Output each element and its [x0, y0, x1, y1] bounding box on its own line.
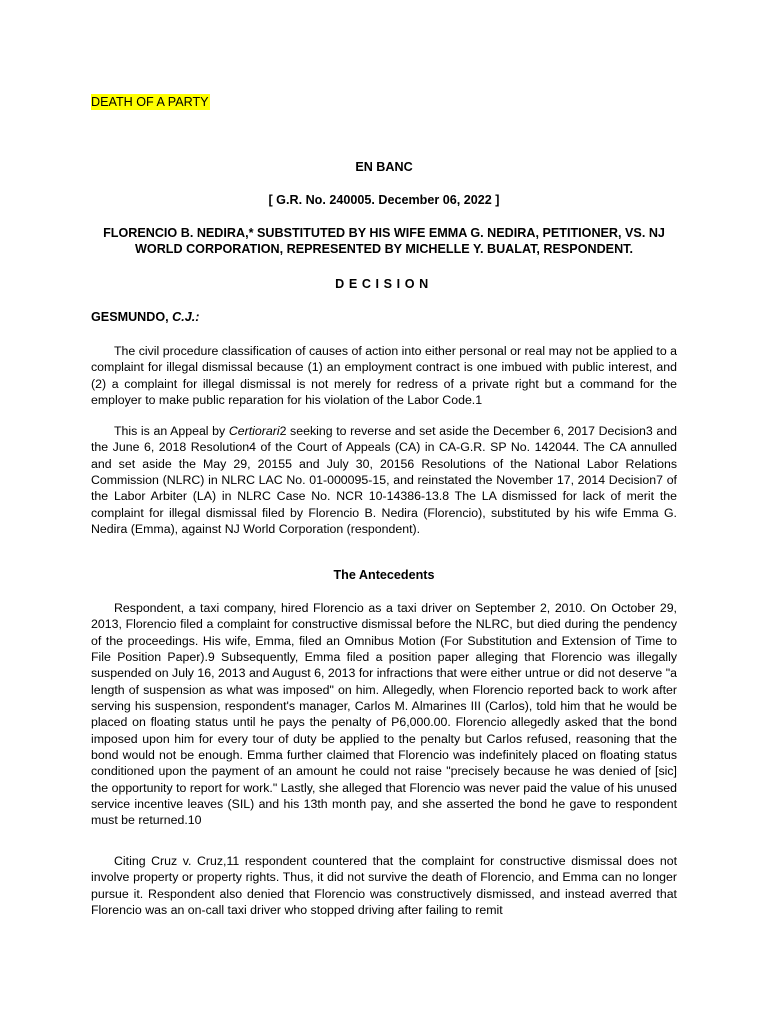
- paragraph-1: The civil procedure classification of causes of action into either personal or real may not be applied to a complaint for illegal dismissal because (1) an employment contract is one imbued with public interest, and (2) a complaint for illegal dismissal is not merely for redress of a private right but a command for the employer to make public reparation for his violation of the Labor Code.1: [91, 344, 677, 408]
- paragraph-3: Respondent, a taxi company, hired Florencio as a taxi driver on September 2, 2010. On October 29, 2013, Florencio filed a complaint for constructive dismissal before the NLRC, but died during the pendency of the proceedings. His wife, Emma, filed an Omnibus Motion (For Substitution and Extension of Time to File Position Paper).9 Subsequently, Emma filed a position paper alleging that Florencio was illegally suspended on July 16, 2013 and August 6, 2013 for infractions that were either untrue or did not deserve "a length of suspension as what was imposed" on him. Allegedly, when Florencio reported back to work after serving his suspension, respondent's manager, Carlos M. Almarines III (Carlos), told him that he would be placed on floating status until he pays the penalty of P6,000.00. Florencio allegedly asked that the bond imposed upon him for every tour of duty be applied to the penalty but Carlos refused, reasoning that the bond would not be enough. Emma further claimed that Florencio was indefinitely placed on floating status conditioned upon the payment of an amount he could not raise "precisely because he was denied of [sic] the opportunity to report for work." Lastly, she alleged that Florencio was never paid the value of his unused service incentive leaves (SIL) and his 13th month pay, and she asserted the bond he gave to respondent must be returned.10: [91, 601, 678, 828]
- case-caption: FLORENCIO B. NEDIRA,* SUBSTITUTED BY HIS WIFE EMMA G. NEDIRA, PETITIONER, VS. NJ WORLD CORPORATION, REPRESENTED BY MICHELLE Y. BUALAT, RESPONDENT.: [103, 226, 665, 257]
- paragraph-2: [91, 423, 677, 537]
- paragraph-4: Citing Cruz v. Cruz,11 respondent countered that the complaint for constructive dismissal does not involve property or property rights. Thus, it did not survive the death of Florencio, and Emma can no longer pursue it. Respondent also denied that Florencio was constructively dismissed, and instead averred that Florencio was an on-call taxi driver who stopped driving after failing to remit: [91, 854, 677, 918]
- decision-title: DECISION: [335, 277, 433, 291]
- case-number: [ G.R. No. 240005. December 06, 2022 ]: [268, 193, 500, 207]
- ponente: [91, 309, 199, 325]
- paragraph-2-italic-term: Certiorari: [228, 424, 280, 438]
- ponente-name: GESMUNDO,: [91, 310, 173, 324]
- paragraph-2-lead: This is an Appeal by: [114, 424, 229, 438]
- paragraph-2-rest: 2 seeking to reverse and set aside the December 6, 2017 Decision3 and the June 6, 2018 Resolution4 of the Court of Appeals (CA) in CA-G.R. SP No. 142044. The CA annulled and set aside the May 29, 20155 and July 30, 20156 Resolutions of the National Labor Relations Commission (NLRC) in NLRC LAC No. 01-000095-15, and reinstated the November 17, 2014 Decision7 of the Labor Arbiter (LA) in NLRC Case No. NCR 10-14386-13.8 The LA dismissed for lack of merit the complaint for illegal dismissal filed by Florencio B. Nedira (Florencio), substituted by his wife Emma G. Nedira (Emma), against NJ World Corporation (respondent).: [91, 424, 677, 537]
- section-heading: The Antecedents: [333, 568, 435, 582]
- court-division: EN BANC: [355, 160, 413, 174]
- topic-tag-highlighted: DEATH OF A PARTY: [91, 95, 209, 109]
- ponente-title: C.J.:: [172, 310, 200, 324]
